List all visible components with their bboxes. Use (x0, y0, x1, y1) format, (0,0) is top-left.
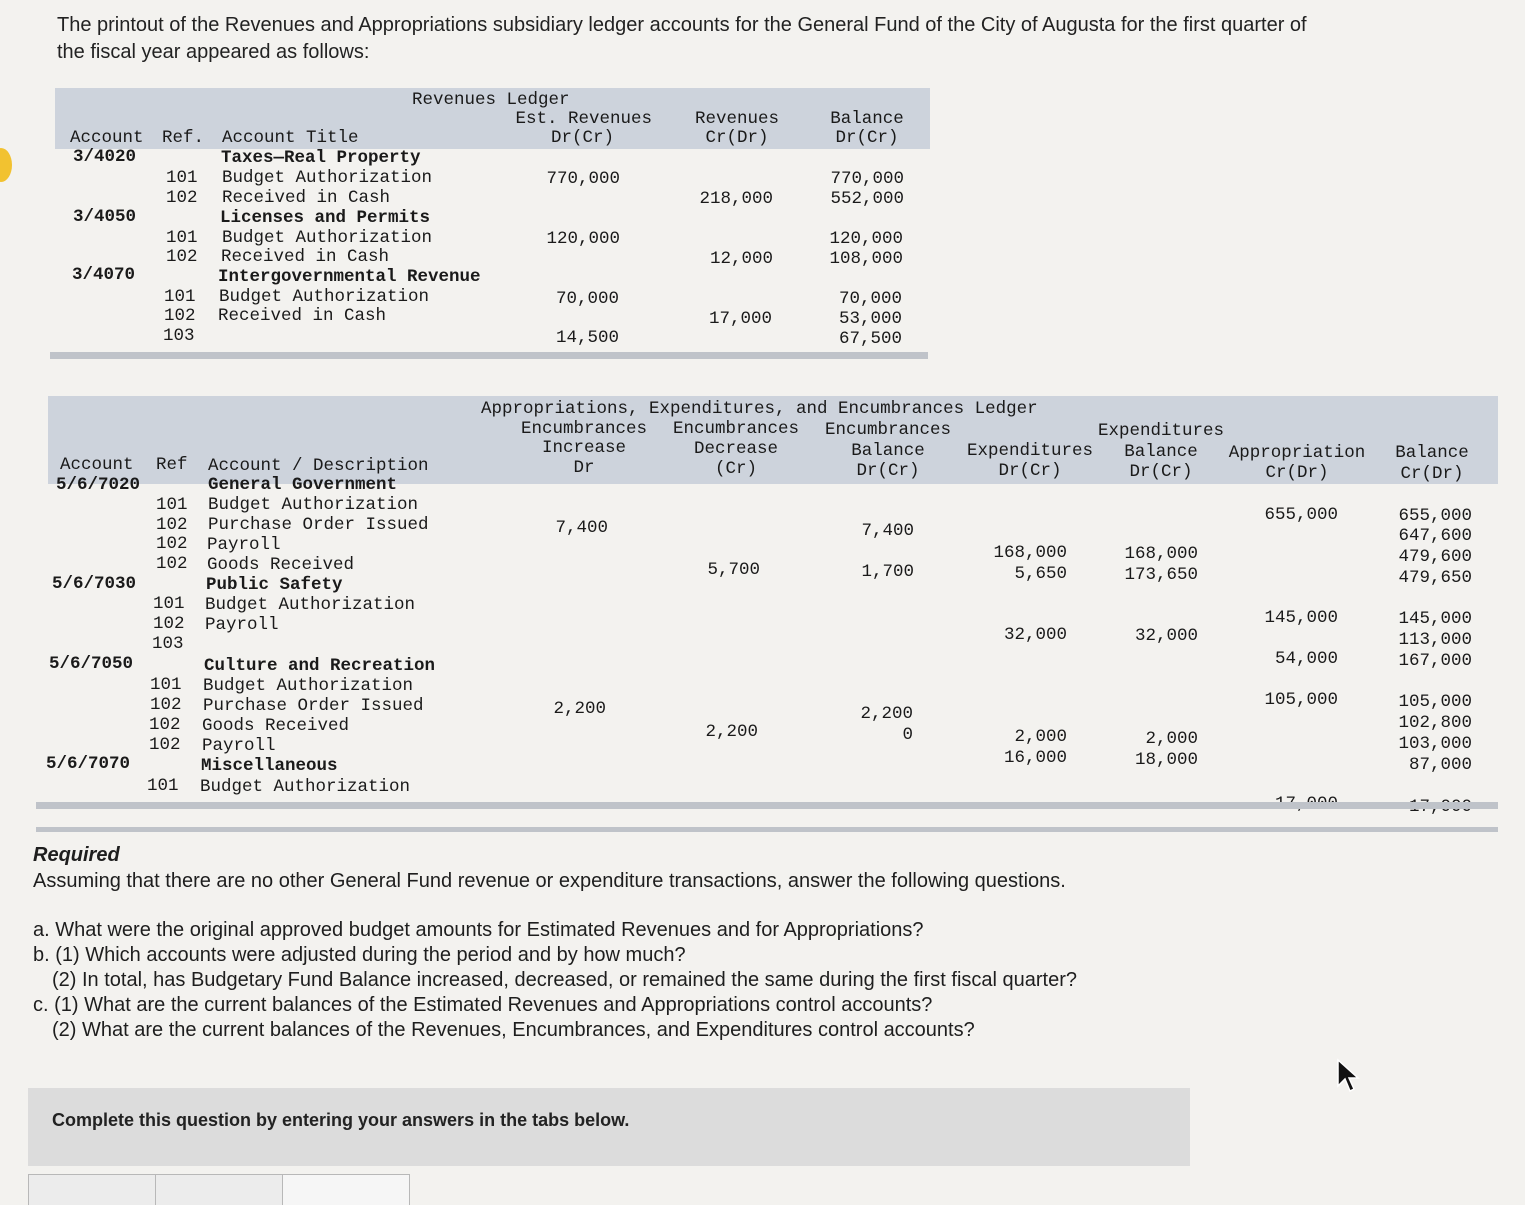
enc-increase-value: 2,200 (553, 699, 606, 719)
row-desc: Budget Authorization (208, 495, 419, 515)
row-ref: 101 (147, 776, 179, 796)
row-bal: 552,000 (830, 189, 904, 209)
appropriations-ledger-title: Appropriations, Expenditures, and Encumbrances Ledger (481, 399, 1038, 419)
row-ref: 101 (164, 287, 196, 307)
balance-value: 103,000 (1398, 734, 1472, 754)
col-enc-balance: Encumbrances (824, 420, 952, 440)
col-enc-increase: Encumbrances (520, 419, 648, 439)
account-title: General Government (208, 475, 398, 495)
exp-balance-value: 2,000 (1145, 729, 1198, 749)
balance-value: 87,000 (1408, 755, 1472, 775)
balance-value: 479,600 (1398, 547, 1472, 567)
row-bal: 67,500 (838, 329, 902, 349)
row-bal: 120,000 (829, 229, 903, 249)
row-bal: 53,000 (838, 309, 902, 329)
complete-instruction: Complete this question by entering your answers in the tabs below. (52, 1110, 630, 1130)
row-title: Received in Cash (222, 188, 391, 208)
col-ref: Ref. (162, 128, 205, 148)
row-ref: 102 (156, 554, 188, 574)
expenditure-value: 168,000 (993, 543, 1067, 563)
intro-paragraph: The printout of the Revenues and Appropriations subsidiary ledger accounts for the General Fund of the City of Augusta for the first quarter of the fiscal year appeared as follows: (57, 14, 1307, 63)
question-c1: c. (1) What are the current balances of the Estimated Revenues and Appropriations control accounts? (33, 994, 933, 1016)
row-rev: 17,000 (708, 309, 772, 329)
col-exp-balance-sign: Dr(Cr) (1129, 462, 1193, 482)
mouse-cursor-icon (1336, 1058, 1360, 1094)
row-bal: 108,000 (829, 249, 903, 269)
col-balance-sign: Cr(Dr) (1400, 464, 1464, 484)
row-ref: 102 (156, 534, 188, 554)
row-est: 120,000 (546, 229, 620, 249)
required-section (33, 842, 1333, 894)
answer-tab-1[interactable] (28, 1174, 156, 1205)
account-title: Intergovernmental Revenue (218, 267, 481, 287)
question-a: a. What were the original approved budget amounts for Estimated Revenues and for Appropriations? (33, 919, 924, 941)
highlight-marker (0, 148, 12, 182)
col-expenditures: Expenditures (966, 441, 1094, 461)
account-title: Public Safety (206, 575, 343, 595)
account-title: Culture and Recreation (204, 656, 436, 676)
col-balance: Balance (1395, 443, 1469, 463)
col-appropriation-sign: Cr(Dr) (1265, 463, 1329, 483)
account-number: 3/4070 (72, 265, 136, 285)
row-ref: 102 (156, 515, 188, 535)
appropriation-value: 105,000 (1264, 690, 1338, 710)
enc-balance-value: 7,400 (861, 521, 914, 541)
row-ref: 102 (166, 188, 198, 208)
col-exp-balance: Expenditures (1097, 421, 1225, 441)
row-desc: Purchase Order Issued (208, 515, 429, 535)
row-title: Received in Cash (221, 247, 390, 267)
col-ref: Ref (156, 455, 188, 475)
balance-value: 655,000 (1398, 506, 1472, 526)
balance-value: 145,000 (1398, 609, 1472, 629)
appropriation-value: 145,000 (1264, 608, 1338, 628)
row-ref: 103 (152, 634, 184, 654)
exp-balance-value: 32,000 (1134, 626, 1198, 646)
account-number: 5/6/7030 (52, 574, 137, 594)
exp-balance-value: 18,000 (1134, 750, 1198, 770)
revenues-ledger-title: Revenues Ledger (412, 90, 570, 110)
col-expenditures-sign: Dr(Cr) (998, 461, 1062, 481)
row-title: Budget Authorization (222, 168, 433, 188)
appropriations-ledger-rule-top (36, 802, 1498, 809)
row-ref: 102 (150, 695, 182, 715)
col-est-revenues-sign: Dr(Cr) (550, 128, 614, 148)
col-enc-decrease-sign: (Cr) (714, 459, 757, 479)
enc-balance-value: 2,200 (860, 704, 913, 724)
answer-tab-2[interactable] (155, 1174, 283, 1205)
row-desc: Payroll (207, 535, 281, 555)
row-ref: 101 (153, 594, 185, 614)
answer-tab-3[interactable] (282, 1174, 410, 1205)
expenditure-value: 2,000 (1014, 727, 1067, 747)
row-ref: 101 (150, 675, 182, 695)
col-revenues-sign: Cr(Dr) (705, 128, 769, 148)
account-title: Miscellaneous (201, 756, 338, 776)
balance-value: 647,600 (1398, 526, 1472, 546)
col-est-revenues: Est. Revenues (515, 109, 652, 129)
col-enc-balance-sign: Dr(Cr) (856, 461, 920, 481)
row-title: Budget Authorization (219, 287, 430, 307)
appropriations-ledger-rule-bottom (36, 827, 1498, 832)
row-ref: 103 (163, 326, 195, 346)
row-bal: 70,000 (838, 289, 902, 309)
balance-value: 479,650 (1398, 568, 1472, 588)
row-desc: Goods Received (207, 555, 355, 575)
account-title: Licenses and Permits (220, 208, 431, 228)
row-desc: Purchase Order Issued (203, 696, 424, 716)
balance-value: 113,000 (1398, 630, 1472, 650)
expenditure-value: 5,650 (1014, 564, 1067, 584)
enc-increase-value: 7,400 (555, 518, 608, 538)
question-c2: (2) What are the current balances of the Revenues, Encumbrances, and Expenditures control accounts? (52, 1019, 975, 1041)
row-est: 70,000 (555, 289, 619, 309)
row-ref: 102 (164, 306, 196, 326)
row-ref: 102 (166, 247, 198, 267)
row-desc: Payroll (202, 736, 276, 756)
account-number: 5/6/7050 (49, 654, 134, 674)
col-account: Account (70, 128, 144, 148)
enc-decrease-value: 2,200 (705, 722, 758, 742)
question-b2: (2) In total, has Budgetary Fund Balance increased, decreased, or remained the same during the first fiscal quarter? (52, 969, 1077, 991)
row-ref: 102 (149, 715, 181, 735)
col-balance-sign: Dr(Cr) (835, 128, 899, 148)
appropriation-value: 655,000 (1264, 505, 1338, 525)
row-desc: Budget Authorization (203, 676, 414, 696)
row-ref: 101 (166, 168, 198, 188)
row-title: Received in Cash (218, 306, 387, 326)
account-title: Taxes—Real Property (221, 148, 421, 168)
account-number: 3/4020 (73, 147, 137, 167)
row-title: Budget Authorization (222, 228, 433, 248)
account-number: 3/4050 (73, 207, 137, 227)
row-ref: 102 (153, 614, 185, 634)
col-exp-balance: Balance (1124, 442, 1198, 462)
row-ref: 102 (149, 735, 181, 755)
col-enc-increase: Increase (541, 438, 626, 458)
col-appropriation: Appropriation (1228, 443, 1366, 463)
col-account-title: Account Title (222, 128, 359, 148)
appropriation-value: 54,000 (1274, 649, 1338, 669)
row-rev: 218,000 (699, 189, 773, 209)
col-account-description: Account / Description (208, 456, 429, 476)
required-title: Required (33, 844, 120, 866)
enc-decrease-value: 5,700 (707, 560, 760, 580)
row-rev: 12,000 (709, 249, 773, 269)
required-lead: Assuming that there are no other General Fund revenue or expenditure transactions, answer the following questions. (33, 870, 1066, 892)
enc-balance-value: 1,700 (861, 562, 914, 582)
balance-value: 105,000 (1398, 692, 1472, 712)
col-enc-decrease: Decrease (693, 439, 778, 459)
row-ref: 101 (156, 495, 188, 515)
balance-value: 167,000 (1398, 651, 1472, 671)
complete-instruction-box (28, 1088, 1190, 1166)
col-enc-decrease: Encumbrances (672, 419, 800, 439)
col-account: Account (60, 455, 134, 475)
row-desc: Goods Received (202, 716, 350, 736)
revenues-ledger-rule (50, 352, 928, 359)
col-revenues: Revenues (694, 109, 779, 129)
row-est: 14,500 (555, 328, 619, 348)
row-ref: 101 (166, 228, 198, 248)
balance-value: 102,800 (1398, 713, 1472, 733)
row-desc: Budget Authorization (200, 777, 411, 797)
col-enc-balance: Balance (851, 441, 925, 461)
account-number: 5/6/7020 (56, 475, 141, 495)
col-balance: Balance (830, 109, 904, 129)
account-number: 5/6/7070 (46, 754, 131, 774)
col-enc-increase-sign: Dr (573, 458, 595, 478)
expenditure-value: 16,000 (1003, 748, 1067, 768)
row-desc: Payroll (205, 615, 279, 635)
row-est: 770,000 (546, 169, 620, 189)
enc-balance-value: 0 (902, 725, 913, 745)
row-desc: Budget Authorization (205, 595, 416, 615)
exp-balance-value: 173,650 (1124, 565, 1198, 585)
exp-balance-value: 168,000 (1124, 544, 1198, 564)
row-bal: 770,000 (830, 169, 904, 189)
expenditure-value: 32,000 (1003, 625, 1067, 645)
question-b1: b. (1) Which accounts were adjusted during the period and by how much? (33, 944, 686, 966)
